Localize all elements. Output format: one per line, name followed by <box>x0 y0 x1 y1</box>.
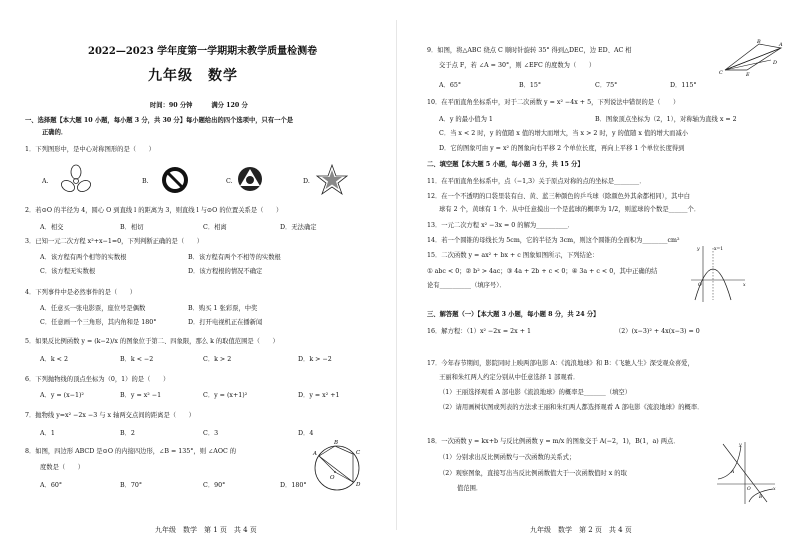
q14-stem: 14．若一个圆锥的母线长为 5cm，它的半径为 3cm，则这个圆锥的全面积为________cm² <box>427 237 680 244</box>
q2-opt-d: D．无法确定 <box>280 224 317 231</box>
parabola-graph <box>687 244 747 304</box>
q2-opt-b: B．相切 <box>120 224 144 231</box>
q9-stem: 9．如图，将△ABC 绕点 C 顺时针旋转 35° 得到△DEC，边 ED、AC 相 <box>427 47 632 54</box>
q7-stem: 7．抛物线 y=x² −2x −3 与 x 轴两交点间的距离是（ ） <box>25 412 195 419</box>
fan-icon <box>58 166 94 196</box>
svg-text:D: D <box>356 482 361 488</box>
page-1-footer: 九年级 数学 第 1 页 共 4 页 <box>155 526 257 534</box>
q1-opt-d: D. <box>303 178 310 185</box>
q9-opt-b: B．15° <box>519 82 542 89</box>
q10-opt-b: B．图象顶点坐标为（2，1），对称轴为直线 x = 2 <box>595 116 737 123</box>
q8-opt-c: C．90° <box>203 482 226 489</box>
q9-opt-a: A．65° <box>439 82 462 89</box>
q6-stem: 6．下列抛物线的顶点坐标为（0，1）的是（ ） <box>25 376 170 383</box>
grade-subject: 九年级 数学 <box>148 68 238 84</box>
section-2-header: 二、填空题【本大题 5 小题，每小题 3 分，共 15 分】 <box>427 161 584 168</box>
q8-opt-d: D．180° <box>280 482 307 489</box>
q16-part2: （2）(x−3)² + 4x(x−3) = 0 <box>615 328 700 335</box>
q1-opt-c: C. <box>226 178 233 185</box>
svg-text:D: D <box>773 60 778 66</box>
svg-text:O: O <box>698 283 702 288</box>
svg-text:B: B <box>334 440 339 446</box>
q8-stem-cont: 度数是（ ） <box>40 464 85 471</box>
svg-text:x: x <box>773 487 776 492</box>
svg-text:B: B <box>757 39 761 45</box>
q10-opt-a: A．y 的最小值为 1 <box>439 116 493 123</box>
triangle-in-circle-icon <box>236 165 264 193</box>
q8-opt-a: A．60° <box>40 482 63 489</box>
q5-opt-a: A．k < 2 <box>40 356 68 363</box>
q17-part1: （1）王丽选择观看 A 部电影《流浪地球》的概率是_______（填空） <box>439 389 632 396</box>
q7-opt-d: D．4 <box>298 430 314 437</box>
q17-stem: 17．今年春节期间，影院同时上映两部电影 A：《流浪地球》和 B：《飞驰人生》深受观众喜爱， <box>427 360 694 367</box>
q7-opt-c: C．3 <box>203 430 219 437</box>
q9-opt-c: C．75° <box>595 82 618 89</box>
q18-part2: （2）观察图象，直接写出当反比例函数值大于一次函数值时 x 的取 <box>439 470 627 477</box>
q4-opt-c: C．任意画一个三角形，其内角和是 180° <box>40 319 157 326</box>
q4-opt-a: A．任意买一张电影票，座位号是偶数 <box>40 305 146 312</box>
q10-stem: 10．在平面直角坐标系中，对于二次函数 y = x² −4x + 5，下列说法中错误的是（ ） <box>427 99 680 106</box>
q6-opt-a: A．y = (x−1)² <box>40 392 84 399</box>
svg-text:O: O <box>747 487 751 492</box>
q8-stem: 8．如图，四边形 ABCD 是⊙O 的内接四边形，∠B = 135°，则 ∠AOC 的 <box>25 448 237 455</box>
q3-opt-d: D．该方程根的情况不确定 <box>188 268 263 275</box>
section-1-header: 一、选择题【本大题 10 小题，每小题 3 分，共 30 分】每小题给出的四个选项中，只有一个是 <box>25 117 294 124</box>
q6-opt-d: D．y = x² +1 <box>298 392 340 399</box>
q18-stem: 18．一次函数 y = kx+b 与反比例函数 y = m/x 的图象交于 A(−2，1)，B(1，a) 两点． <box>427 438 680 445</box>
q3-opt-c: C．该方程无实数根 <box>40 268 96 275</box>
q5-stem: 5．如果反比例函数 y = (k−2)/x 的图象位于第二、四象限，那么 k 的取值范围是（ ） <box>25 338 279 345</box>
time-score: 时间：90 分钟 满分 120 分 <box>150 102 248 109</box>
q2-opt-c: C．相离 <box>203 224 227 231</box>
svg-text:y: y <box>739 443 742 448</box>
page-2-footer: 九年级 数学 第 2 页 共 4 页 <box>530 526 632 534</box>
svg-text:A: A <box>313 451 317 457</box>
q4-stem: 4．下列事件中是必然事件的是（ ） <box>25 289 137 296</box>
q18-part1: （1）分别求出反比例函数与一次函数的关系式； <box>439 454 576 461</box>
q13-stem: 13．一元二次方程 x² −3x = 0 的解为__________． <box>427 222 574 229</box>
svg-text:O: O <box>330 475 335 481</box>
q9-stem-cont: 交于点 F，若 ∠A = 30°，则 ∠EFC 的度数为（ ） <box>439 62 596 69</box>
q12-stem: 12．在一个不透明的口袋里装有白、黄、蓝三种颜色的乒乓球（除颜色外其余都相同），其中白 <box>427 193 691 200</box>
q5-opt-c: C．k > 2 <box>203 356 232 363</box>
q1-stem: 1．下列图形中，是中心对称图形的是（ ） <box>25 146 155 153</box>
q2-opt-a: A．相交 <box>40 224 64 231</box>
hyperbola-line-graph <box>715 440 777 506</box>
q18-part2-cont: 值范围． <box>457 485 483 492</box>
q2-stem: 2．若⊙O 的半径为 4，圆心 O 到直线 l 的距离为 3，则直线 l 与⊙O 的位置关系是（ ） <box>25 207 283 214</box>
svg-text:C: C <box>719 70 723 76</box>
q3-stem: 3．已知一元二次方程 x²+x−1=0，下列判断正确的是（ ） <box>25 238 204 245</box>
q16-part1: 16．解方程：（1）x² −2x = 2x + 1 <box>427 328 531 335</box>
q12-stem-cont: 球有 2 个，黄球有 1 个．从中任意摸出一个是蓝球的概率为 1/2，则蓝球的个数是______个． <box>439 206 701 213</box>
no-entry-sign-icon <box>160 165 190 195</box>
rotation-triangle-diagram <box>719 40 785 76</box>
svg-text:y: y <box>697 247 700 252</box>
q17-stem-cont: 王丽和朱红两人约定分别从中任意选择 1 部观看． <box>439 374 580 381</box>
exam-page-2 <box>397 0 794 550</box>
q5-opt-b: B．k < −2 <box>120 356 154 363</box>
q17-part2: （2）请用画树状图或列表的方法求王丽和朱红两人都选择观看 A 部电影《流浪地球》的概率． <box>439 404 704 411</box>
q7-opt-a: A．1 <box>40 430 55 437</box>
q1-opt-b: B. <box>142 178 149 185</box>
q3-opt-b: B．该方程有两个不相等的实数根 <box>188 254 281 261</box>
svg-text:A: A <box>779 42 783 48</box>
svg-text:x: x <box>743 283 746 288</box>
star-icon <box>316 164 348 196</box>
svg-text:C: C <box>356 450 361 456</box>
q8-opt-b: B．70° <box>120 482 143 489</box>
q4-opt-b: B．购买 1 张彩票，中奖 <box>188 305 258 312</box>
q6-opt-b: B．y = x² −1 <box>120 392 162 399</box>
q15-conclusions: ① abc < 0；② b² > 4ac；③ 4a + 2b + c < 0；④ 3a + c < 0，其中正确的结 <box>427 268 658 275</box>
q6-opt-c: C．y = (x+1)² <box>203 392 248 399</box>
axis-of-symmetry-label: x=1 <box>714 247 724 252</box>
exam-title: 2022—2023 学年度第一学期期末教学质量检测卷 <box>88 46 318 57</box>
q9-opt-d: D．115° <box>670 82 697 89</box>
q15-answer-line: 论有__________（填序号）． <box>427 282 506 289</box>
q5-opt-d: D．k > −2 <box>298 356 332 363</box>
circle-quadrilateral-diagram <box>307 436 367 496</box>
q1-opt-a: A. <box>42 178 49 185</box>
svg-text:B: B <box>759 495 763 500</box>
q10-opt-c: C．当 x < 2 时，y 的值随 x 值的增大而增大，当 x > 2 时，y 的值随 x 值的增大而减小 <box>439 130 689 137</box>
section-1-header-cont: 正确的． <box>42 129 68 136</box>
svg-text:A: A <box>731 470 735 475</box>
svg-text:E: E <box>746 72 750 78</box>
q7-opt-b: B．2 <box>120 430 135 437</box>
q4-opt-d: D．打开电视机正在播新闻 <box>188 319 263 326</box>
q15-stem: 15．二次函数 y = ax² + bx + c 图象如图所示，下列结论： <box>427 252 599 259</box>
q3-opt-a: A．该方程有两个相等的实数根 <box>40 254 127 261</box>
q10-opt-d: D．它的图象可由 y = x² 的图象向右平移 2 个单位长度，再向上平移 1 个单位长度得到 <box>439 145 685 152</box>
q11-stem: 11．在平面直角坐标系中，点（−1,3）关于原点对称的点的坐标是________． <box>427 178 646 185</box>
section-3-header: 三、解答题（一）【本大题 3 小题，每小题 8 分，共 24 分】 <box>427 311 600 318</box>
